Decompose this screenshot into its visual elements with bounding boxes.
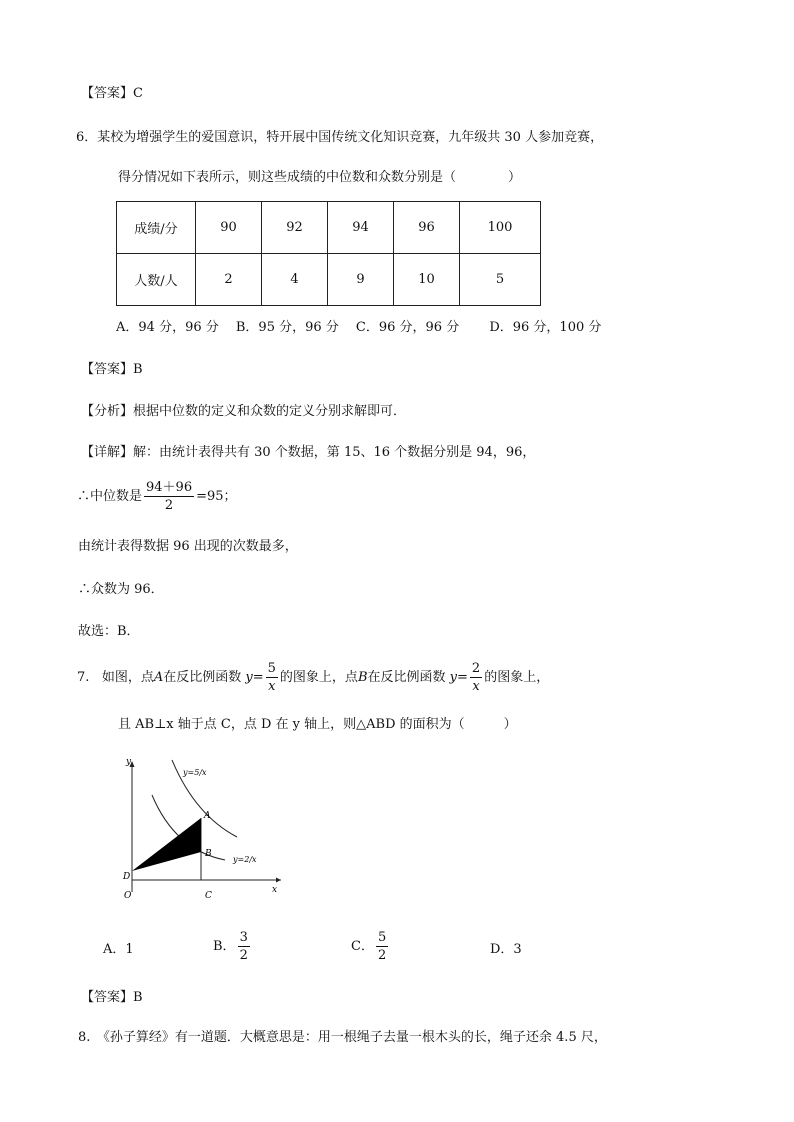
score-table bbox=[116, 201, 541, 306]
fraction-numerator: 5 bbox=[267, 661, 276, 676]
var-y: y bbox=[449, 670, 458, 685]
q6-stem-line2: 得分情况如下表所示，则这些成绩的中位数和众数分别是（ ） bbox=[118, 170, 522, 185]
q7-stem-line2: 且 AB⊥x 轴于点 C，点 D 在 y 轴上，则△ABD 的面积为（ ） bbox=[118, 717, 517, 732]
option-prefix: B． bbox=[213, 939, 236, 954]
var-y: y bbox=[245, 670, 253, 685]
table-cell: 4 bbox=[262, 254, 328, 306]
q5-answer: 【答案】C bbox=[81, 86, 143, 101]
q6-choose: 故选：B． bbox=[78, 624, 140, 639]
q7-text: 的图象上， bbox=[484, 670, 550, 685]
label-curve1: y=5/x bbox=[183, 768, 207, 777]
q7-option-b bbox=[213, 929, 252, 964]
fraction-3-over-2 bbox=[238, 929, 250, 964]
table-row bbox=[117, 254, 541, 306]
q7-option-c bbox=[351, 929, 390, 964]
point-b-label: B bbox=[357, 670, 368, 685]
table-cell: 10 bbox=[394, 254, 460, 306]
q7-option-a: A．1 bbox=[103, 942, 134, 957]
q6-mode-result: ∴众数为 96． bbox=[78, 582, 164, 597]
median-fraction bbox=[144, 479, 194, 514]
q6-median-line bbox=[77, 479, 237, 514]
fraction-denominator: 2 bbox=[239, 948, 248, 963]
q6-options: A．94 分，96 分 B．95 分，96 分 C．96 分，96 分 D．96 分，100 分 bbox=[116, 320, 602, 335]
table-cell: 9 bbox=[328, 254, 394, 306]
label-o: O bbox=[124, 891, 132, 901]
q8-stem: 8. 《孙子算经》有一道题．大概意思是：用一根绳子去量一根木头的长，绳子还余 4.5 尺， bbox=[78, 1030, 607, 1045]
table-cell: 96 bbox=[394, 202, 460, 254]
triangle-abd bbox=[132, 818, 201, 871]
label-x: x bbox=[272, 885, 278, 895]
table-cell: 100 bbox=[460, 202, 541, 254]
label-b: B bbox=[205, 849, 212, 859]
q6-answer: 【答案】B bbox=[81, 362, 143, 377]
point-a-label: A bbox=[153, 670, 164, 685]
table-cell: 94 bbox=[328, 202, 394, 254]
q6-mode-line: 由统计表得数据 96 出现的次数最多， bbox=[78, 539, 298, 554]
q7-text: 在反比例函数 bbox=[367, 670, 446, 685]
fraction-numerator: 3 bbox=[239, 930, 248, 945]
equals-sign: = bbox=[457, 670, 468, 685]
q7-answer: 【答案】B bbox=[81, 990, 143, 1005]
q6-detail: 【详解】解：由统计表得共有 30 个数据，第 15、16 个数据分别是 94，96， bbox=[81, 445, 536, 460]
table-cell: 92 bbox=[262, 202, 328, 254]
table-cell: 人数/人 bbox=[117, 254, 196, 306]
q7-number: 7. bbox=[77, 670, 90, 685]
equals-sign: = bbox=[252, 670, 264, 685]
option-prefix: C． bbox=[351, 939, 374, 954]
q7-figure bbox=[115, 755, 285, 905]
label-curve2: y=2/x bbox=[233, 855, 257, 864]
fraction-numerator: 94＋96 bbox=[146, 480, 193, 495]
fraction-denominator: x bbox=[268, 679, 276, 694]
label-c: C bbox=[205, 891, 212, 901]
q6-analysis: 【分析】根据中位数的定义和众数的定义分别求解即可． bbox=[81, 404, 407, 419]
q7-text: 在反比例函数 bbox=[163, 670, 242, 685]
label-d: D bbox=[123, 872, 131, 882]
q7-text: 如图，点 bbox=[101, 670, 154, 685]
q7-stem-line1 bbox=[77, 660, 549, 695]
fraction-denominator: 2 bbox=[377, 948, 387, 963]
x-axis-arrow-icon bbox=[276, 878, 281, 883]
fraction-2-over-x bbox=[470, 660, 482, 695]
median-prefix: ∴中位数是 bbox=[77, 489, 143, 504]
fraction-numerator: 2 bbox=[471, 661, 481, 676]
label-a: A bbox=[204, 811, 211, 821]
table-cell: 90 bbox=[196, 202, 262, 254]
table-cell: 2 bbox=[196, 254, 262, 306]
table-cell: 成绩/分 bbox=[117, 202, 196, 254]
fraction-denominator: x bbox=[472, 679, 480, 694]
fraction-denominator: 2 bbox=[164, 498, 174, 513]
median-suffix: =95； bbox=[196, 489, 237, 504]
q7-option-d: D．3 bbox=[490, 942, 522, 957]
label-y: y bbox=[126, 757, 132, 767]
fraction-5-over-2 bbox=[376, 929, 388, 964]
fraction-5-over-x bbox=[266, 660, 278, 695]
fraction-numerator: 5 bbox=[377, 930, 387, 945]
table-row bbox=[117, 202, 541, 254]
q7-text: 的图象上，点 bbox=[279, 670, 358, 685]
q6-stem-line1: 6．某校为增强学生的爱国意识，特开展中国传统文化知识竞赛，九年级共 30 人参加竞赛， bbox=[76, 130, 604, 145]
table-cell: 5 bbox=[460, 254, 541, 306]
